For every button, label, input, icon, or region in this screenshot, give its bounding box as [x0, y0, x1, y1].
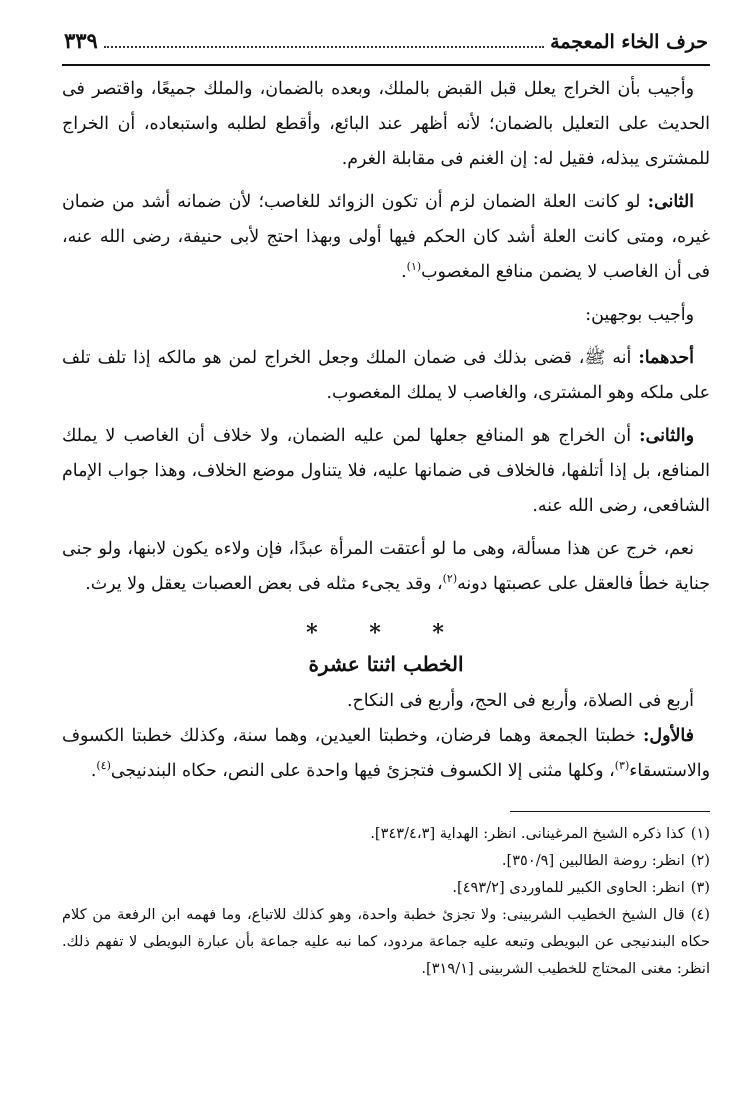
paragraph-text: أنه ﷺ، قضى بذلك فى ضمان الملك وجعل الخراج لمن هو مالكه إذا تلف تلف على ملكه وهو المشترى، والغاصب لا يملك المغصوب.	[62, 348, 710, 403]
footnote-ref-3[interactable]: (٣)	[614, 759, 630, 773]
footnote-ref-1[interactable]: (١)	[406, 260, 422, 274]
paragraph-lead: الثانى:	[647, 192, 694, 212]
paragraph-tail: ، وقد يجىء مثله فى بعض العصبات يعقل ولا يرث.	[85, 574, 443, 594]
footnote-text: كذا ذكره الشيخ المرغينانى. انظر: الهداية [٣٤٣/٤،٣].	[370, 825, 685, 842]
footnote-text: قال الشيخ الخطيب الشربينى: ولا تجزئ خطبة واحدة، وهو كذلك للاتباع، وما فهمه ابن الرفعة من كلام حكاه البندنيجى عن البويطى وتبعه عليه جماعة مردود، كما نبه عليه جماعة بأن عبارة البويطى لا تفهم ذلك. انظر: مغنى المحتاج للخطيب الشربينى [٣١٩/١].	[62, 906, 710, 977]
paragraph-text: أن الخراج هو المنافع جعلها لمن عليه الضمان، ولا خلاف أن الغاصب لا يملك المنافع، بل إذا أتلفها، فالخلاف فى ضمانها عليه، فلا يتناول موضع الخلاف، وهذا جواب الإمام الشافعى، رضى الله عنه.	[62, 426, 710, 516]
footnote-ref-2[interactable]: (٢)	[442, 572, 458, 586]
section-divider-stars: * * *	[306, 620, 466, 646]
paragraph-lead: أحدهما:	[638, 348, 694, 368]
footnote-number: (٤)	[690, 906, 710, 923]
page-body	[62, 72, 710, 789]
page-number: ٣٣٩	[64, 28, 98, 53]
paragraph-7	[62, 684, 710, 719]
footnote-4	[62, 901, 710, 982]
paragraph-text: وأجيب بوجهين:	[585, 305, 694, 325]
paragraph-text: وأجيب بأن الخراج يعلل قبل القبض بالملك، وبعده بالضمان، والملك جميعًا، واقتصر فى الحديث على التعليل بالضمان؛ لأنه أظهر عند البائع، وأقطع لطلبه واستبعاده، أن الخراج للمشترى يبذله، فقيل له: إن الغنم فى مقابلة الغرم.	[62, 79, 710, 169]
paragraph-text: أربع فى الصلاة، وأربع فى الحج، وأربع فى النكاح.	[347, 691, 694, 711]
footnote-number: (١)	[690, 825, 710, 842]
footnotes	[62, 820, 710, 982]
paragraph-lead: فالأول:	[643, 726, 694, 746]
footnote-3	[62, 874, 710, 901]
paragraph-3	[62, 298, 710, 333]
footnote-separator	[510, 811, 710, 812]
paragraph-4	[62, 341, 710, 411]
paragraph-text: لو كانت العلة الضمان لزم أن تكون الزوائد للغاصب؛ لأن ضمانه أشد من ضمان غيره، ومتى كانت العلة أشد كان الحكم فيها أولى وبهذا احتج لأبى حنيفة، رضى الله عنه، فى أن الغاصب لا يضمن منافع المغصوب	[62, 192, 710, 282]
footnote-text: انظر: الحاوى الكبير للماوردى [٤٩٣/٢].	[452, 879, 685, 896]
paragraph-2	[62, 185, 710, 290]
footnote-number: (٣)	[690, 879, 710, 896]
paragraph-tail: .	[90, 761, 97, 781]
paragraph-text: نعم، خرج عن هذا مسألة، وهى ما لو أعتقت المرأة عبدًا، فإن ولاءه يكون لابنها، ولو جنى جناية خطأ فالعقل على عصبتها دونه	[62, 539, 710, 594]
paragraph-8	[62, 719, 710, 789]
section-heading: الخطب اثنتا عشرة	[308, 652, 464, 676]
paragraph-text: خطبتا الجمعة وهما فرضان، وخطبتا العيدين، وهما سنة، وكذلك خطبتا الكسوف والاستسقاء	[62, 726, 710, 781]
paragraph-5	[62, 419, 710, 524]
paragraph-tail: .	[401, 262, 407, 282]
paragraph-6	[62, 532, 710, 602]
footnote-ref-4[interactable]: (٤)	[96, 759, 111, 773]
footnote-text: انظر: روضة الطالبين [٣٥٠/٩].	[501, 852, 685, 869]
paragraph-1	[62, 72, 710, 177]
footnote-2	[62, 847, 710, 874]
leader-dots	[104, 34, 544, 48]
paragraph-lead: والثانى:	[639, 426, 694, 446]
footnote-number: (٢)	[690, 852, 710, 869]
book-page	[62, 28, 710, 982]
chapter-title: حرف الخاء المعجمة	[550, 31, 708, 53]
footnote-1	[62, 820, 710, 847]
paragraph-text-mid: ، وكلها مثنى إلا الكسوف فتجزئ فيها واحدة على النص، حكاه البندنيجى	[110, 761, 615, 781]
running-header	[62, 28, 710, 66]
